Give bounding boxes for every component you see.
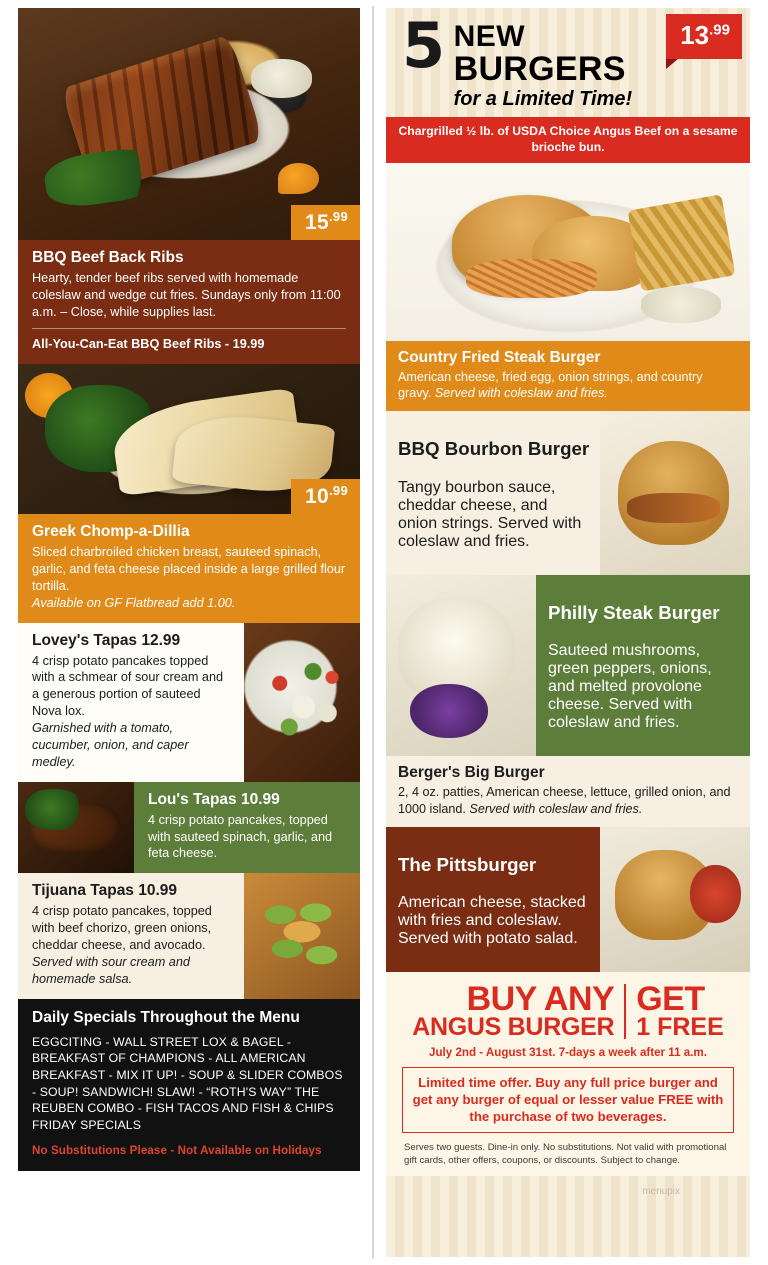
- orange-wedge-shape: [278, 163, 319, 193]
- item-text: [536, 575, 750, 756]
- item-the-pittsburger: [386, 827, 750, 972]
- item-title: Berger's Big Burger: [398, 764, 545, 782]
- header-line-limited: for a Limited Time!: [453, 88, 633, 110]
- item-desc-text: American cheese, stacked with fries and coleslaw.: [398, 894, 586, 930]
- watermark: menupix: [642, 1186, 680, 1197]
- all-you-can-eat-line: All-You-Can-Eat BBQ Beef Ribs - 19.99: [32, 337, 265, 352]
- loveys-tapas-photo: [244, 623, 360, 782]
- item-description: [398, 369, 738, 402]
- bbq-bourbon-burger-photo: [600, 411, 750, 574]
- item-tijuana-tapas: [18, 873, 360, 998]
- item-loveys-tapas: [18, 623, 360, 782]
- fries-shape: [627, 194, 734, 291]
- philly-steak-burger-photo: [386, 575, 536, 756]
- item-desc-text: 2, 4 oz. patties, American cheese, lettuce, grilled onion, and 1000 island.: [398, 785, 731, 816]
- greek-quesadilla-photo: [18, 364, 360, 514]
- item-description: [398, 784, 738, 817]
- item-text: [386, 827, 600, 972]
- burger-price-badge: [666, 14, 742, 59]
- header-line-new: NEW: [453, 20, 526, 53]
- tijuana-tapas-photo: [244, 873, 360, 998]
- item-title: Greek Chomp-a-Dillia: [32, 523, 190, 541]
- item-description: Hearty, tender beef ribs served with homemade coleslaw and wedge cut fries. Sundays only from 11:00 a.m. – Close, while supplies last.: [32, 270, 341, 319]
- item-note: Available on GF Flatbread add 1.00.: [32, 595, 236, 610]
- item-note: Served with coleslaw and fries.: [398, 514, 582, 550]
- right-menu-column: [374, 0, 768, 1265]
- daily-specials-title: Daily Specials Throughout the Menu: [32, 1008, 300, 1026]
- item-title: Lou's Tapas 10.99: [148, 790, 280, 808]
- header-line-burgers: BURGERS: [453, 50, 626, 88]
- pittsburger-photo: [600, 827, 750, 972]
- lous-tapas-photo: [18, 782, 134, 873]
- promo-headline: [396, 980, 740, 1041]
- daily-specials-block: [18, 999, 360, 1171]
- burger-header: [386, 8, 750, 117]
- burger-panel: [386, 8, 750, 1257]
- promo-divider: [624, 984, 626, 1038]
- burger-price-cents: .99: [709, 21, 730, 39]
- item-desc-text: Tangy bourbon sauce, cheddar cheese, and onion strings.: [398, 478, 556, 532]
- daily-specials-body: EGGCITING - WALL STREET LOX & BAGEL - BREAKFAST OF CHAMPIONS - ALL AMERICAN BREAKFAST - MIX IT UP! - SOUP & SLIDER COMBOS - SOUP! SANDWICH! SLAW! - “ROTH'S WAY” THE REUBEN COMBO - FISH TACOS AND FISH & CHIPS FRIDAY SPECIALS: [32, 1034, 343, 1133]
- item-bbq-beef-back-ribs: [18, 240, 360, 364]
- item-bbq-bourbon-burger: [386, 411, 750, 574]
- greek-price-dollars: 10: [305, 485, 330, 509]
- item-title: Country Fried Steak Burger: [398, 348, 601, 366]
- item-text: [134, 782, 360, 873]
- item-title: Lovey's Tapas 12.99: [32, 631, 181, 649]
- item-description: 4 crisp potato pancakes, topped with beef chorizo, green onions, cheddar cheese, and avocado.: [32, 904, 212, 952]
- item-title: Tijuana Tapas 10.99: [32, 882, 178, 900]
- promo-dates: July 2nd - August 31st. 7-days a week after 11 a.m.: [429, 1045, 707, 1059]
- promo-buy-line2: ANGUS BURGER: [412, 1012, 615, 1041]
- item-title: BBQ Bourbon Burger: [398, 438, 590, 460]
- item-desc-text: Sauteed mushrooms, green peppers, onions, and melted provolone cheese.: [548, 642, 712, 714]
- item-text: [18, 623, 244, 782]
- onion-strings-shape: [466, 259, 597, 298]
- item-lous-tapas: [18, 782, 360, 873]
- promo-get-line2: 1 FREE: [636, 1012, 724, 1041]
- ribs-price-cents: .99: [329, 209, 348, 224]
- item-title: The Pittsburger: [398, 853, 537, 875]
- promo-buy-line1: BUY ANY: [466, 980, 615, 1019]
- bbq-ribs-photo: [18, 8, 360, 240]
- promo-buy-side: [412, 980, 615, 1041]
- item-description: [398, 894, 590, 948]
- item-title: BBQ Beef Back Ribs: [32, 249, 184, 266]
- item-description: [398, 479, 590, 551]
- item-description: [548, 642, 740, 732]
- item-note: Served with coleslaw and fries.: [469, 801, 643, 816]
- country-fried-steak-burger-photo: [386, 163, 750, 341]
- promo-terms-box: Limited time offer. Buy any full price burger and get any burger of equal or lesser value FREE with the purchase of two beverages.: [402, 1067, 734, 1134]
- coleslaw-cup-shape: [251, 59, 313, 98]
- ribs-price-dollars: 15: [305, 211, 330, 234]
- header-text: [454, 22, 633, 111]
- greek-price-cents: .99: [329, 483, 348, 499]
- promo-fine-print: Serves two guests. Dine-in only. No substitutions. Not valid with promotional gift cards, other offers, coupons, or discounts. Subject to change.: [404, 1142, 727, 1167]
- item-desc-text: American cheese, fried egg, onion strings, and country gravy.: [398, 369, 703, 401]
- item-bergers-big-burger: [386, 756, 750, 827]
- ribs-price-tag: [291, 205, 360, 240]
- item-text: [18, 873, 244, 998]
- daily-specials-note: No Substitutions Please - Not Available on Holidays: [32, 1143, 322, 1157]
- item-title: Philly Steak Burger: [548, 601, 720, 623]
- greek-price-tag: [291, 479, 360, 514]
- item-note: Garnished with a tomato, cucumber, onion, and caper medley.: [32, 721, 189, 769]
- item-description: Sliced charbroiled chicken breast, sauteed spinach, garlic, and feta cheese placed inside a large grilled flour tortilla.: [32, 545, 346, 593]
- coleslaw-shape: [641, 287, 721, 323]
- promo-block: [386, 972, 750, 1175]
- angus-beef-banner: Chargrilled ½ lb. of USDA Choice Angus Beef on a sesame brioche bun.: [386, 117, 750, 163]
- promo-get-line1: GET: [636, 980, 705, 1019]
- promo-get-side: [636, 980, 724, 1041]
- left-menu-column: [0, 0, 372, 1265]
- burger-price-dollars: 13: [680, 20, 710, 50]
- divider-line: [32, 328, 346, 329]
- item-text: [386, 411, 600, 574]
- item-note: Served with coleslaw and fries.: [548, 696, 693, 732]
- item-note: Served with sour cream and homemade salsa.: [32, 954, 190, 986]
- item-philly-steak-burger: [386, 575, 750, 756]
- header-five: 5: [402, 9, 446, 82]
- item-description: 4 crisp potato pancakes, topped with sauteed spinach, garlic, and feta cheese.: [148, 812, 333, 861]
- item-description: 4 crisp potato pancakes topped with a schmear of sour cream and a generous portion of sauteed Nova lox.: [32, 653, 224, 719]
- kale-garnish-shape: [42, 144, 164, 211]
- item-country-fried-steak-burger: [386, 341, 750, 412]
- item-note: Served with potato salad.: [398, 930, 578, 948]
- item-note: Served with coleslaw and fries.: [434, 386, 608, 401]
- item-greek-chomp-a-dillia: [18, 514, 360, 622]
